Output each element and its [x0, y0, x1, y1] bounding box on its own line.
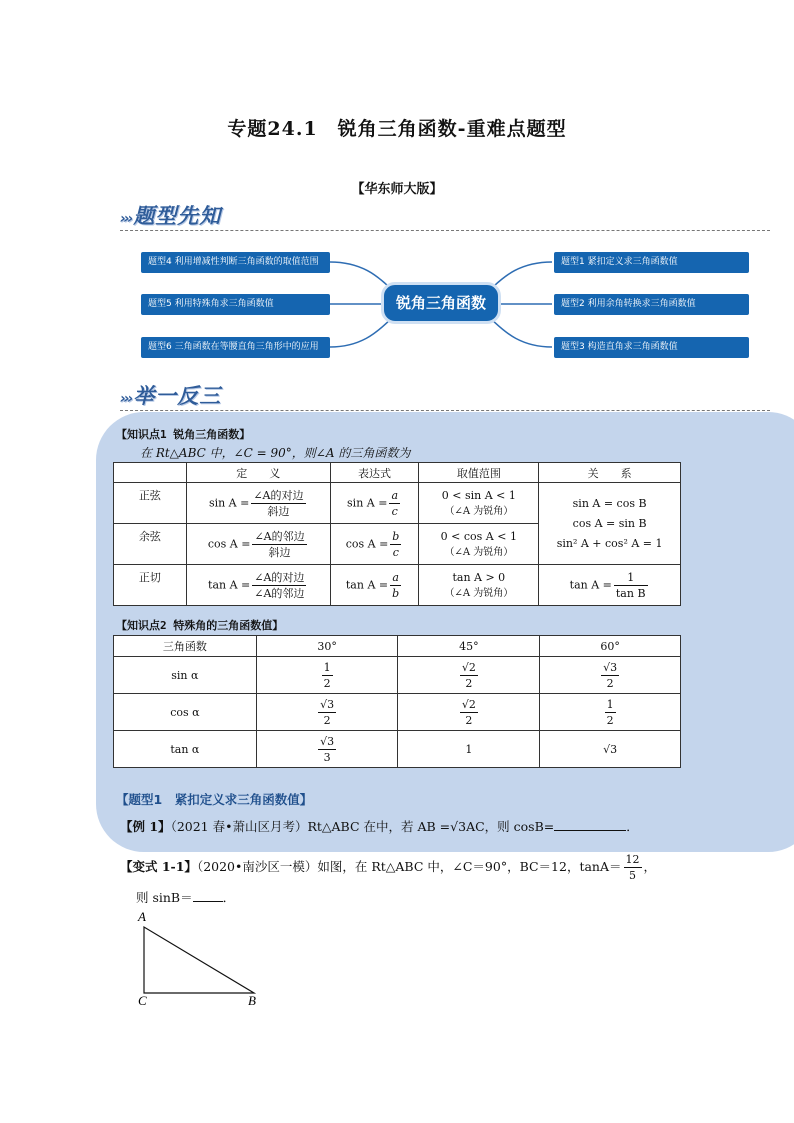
vertex-c-label: C: [138, 993, 147, 1008]
answer-blank: [193, 901, 223, 902]
kp1-expr-frac: [390, 529, 401, 560]
frac-num: ∠A的对边: [254, 570, 305, 584]
kp2-header-row: [114, 636, 681, 657]
frac-den: 2: [465, 676, 473, 690]
frac-num: √2: [461, 660, 476, 674]
kp1-range: tan A > 0: [452, 571, 506, 584]
frac-num: b: [392, 529, 400, 543]
kp2-heading: 【知识点2 特殊角的三角函数值】: [116, 619, 284, 632]
frac-den: 2: [606, 713, 614, 727]
kp2-row-tan: [114, 731, 681, 768]
mindmap-item-type3: 题型3 构造直角求三角函数值: [554, 337, 749, 358]
kp1-header-def: 定 义: [186, 463, 330, 483]
frac-den: 2: [606, 676, 614, 690]
kp1-note: （∠A 为锐角）: [444, 547, 514, 558]
kp1-relation: sin² A + cos² A = 1: [556, 536, 663, 550]
kp1-relation: cos A = sin B: [572, 516, 647, 530]
triangle-shape: [144, 927, 254, 993]
kp2-cell: 1: [398, 731, 540, 768]
type1-heading: 【题型1 紧扣定义求三角函数值】: [116, 792, 313, 807]
kp1-row-sin: [114, 483, 681, 524]
kp2-header: 30°: [256, 636, 398, 657]
frac-num: 1: [614, 570, 648, 586]
frac-den: 斜边: [268, 545, 291, 559]
frac-den: b: [392, 586, 400, 600]
mindmap-item-type2: 题型2 利用余角转换求三角函数值: [554, 294, 749, 315]
frac-num: 1: [606, 697, 614, 711]
frac-num: ∠A的对边: [253, 488, 304, 502]
example-end: ．: [626, 819, 639, 834]
variant-label: 【变式 1-1】: [120, 859, 197, 874]
variant-source: （2020•南沙区一模）: [196, 859, 318, 874]
kp1-header-expr: 表达式: [330, 463, 419, 483]
frac-num: a: [391, 488, 398, 502]
kp1-def-lhs: tan A =: [208, 578, 251, 591]
page-title: 专题24.1 锐角三角函数-重难点题型: [227, 118, 567, 140]
frac-num: 1: [323, 660, 331, 674]
vertex-b-label: B: [248, 993, 256, 1008]
kp1-range-cell: [419, 483, 539, 524]
kp1-range: 0 < sin A < 1: [441, 489, 516, 502]
kp1-expr-lhs: cos A =: [345, 537, 389, 550]
mindmap-center-node: 锐角三角函数: [381, 282, 501, 324]
mindmap-item-type4: 题型4 利用增减性判断三角函数的取值范围: [141, 252, 330, 273]
kp1-expr-cell: [330, 483, 419, 524]
banner-arrows-icon: ›››: [120, 211, 132, 227]
kp1-def-cell: [186, 524, 330, 565]
kp1-relations-cell: [539, 483, 681, 565]
kp2-table: [113, 635, 681, 768]
kp1-header-row: [114, 463, 681, 483]
kp1-tan-relation-cell: [539, 565, 681, 606]
example-label: 【例 1】: [120, 819, 171, 834]
example-source: （2021 春•萧山区月考）: [170, 819, 308, 834]
kp1-expr-cell: [330, 524, 419, 565]
kp2-row-label: sin α: [114, 657, 257, 694]
value-frac: [601, 660, 619, 691]
kp1-def-lhs: sin A =: [208, 496, 250, 509]
kp1-expr-lhs: tan A =: [345, 578, 389, 591]
kp1-header-blank: [114, 463, 187, 483]
variant-line2-text: 则 sinB＝: [136, 890, 193, 905]
value-frac: [318, 697, 336, 728]
frac-den: 5: [629, 869, 637, 882]
kp1-row-name: 余弦: [114, 524, 187, 565]
kp1-row-name: 正切: [114, 565, 187, 606]
kp1-def-cell: [186, 483, 330, 524]
banner-arrows-icon: ›››: [120, 391, 132, 407]
frac-num: √2: [461, 697, 476, 711]
kp1-table: [113, 462, 681, 606]
kp1-def-frac: [252, 570, 306, 601]
kp2-cell: [540, 657, 681, 694]
frac-num: √3: [603, 660, 618, 674]
kp1-expr-frac: [389, 488, 400, 519]
mindmap-item-type5: 题型5 利用特殊角求三角函数值: [141, 294, 330, 315]
vertex-a-label: A: [138, 909, 146, 924]
kp2-cell: [398, 657, 540, 694]
kp1-def-cell: [186, 565, 330, 606]
kp1-intro: 在 Rt△ABC 中，∠C = 90°，则∠A 的三角函数为: [140, 446, 411, 460]
kp1-expr-lhs: sin A =: [347, 496, 388, 509]
triangle-figure: [130, 905, 270, 1015]
example-text-a: Rt△ABC 在中，若 AB =: [307, 819, 451, 834]
kp1-relation: sin A = cos B: [572, 496, 647, 510]
edition-label: 【华东师大版】: [351, 182, 443, 197]
frac-den: ∠A的邻边: [254, 586, 305, 600]
kp1-tan-frac: [614, 570, 648, 601]
kp1-expr-frac: [390, 570, 401, 601]
frac-den: 2: [323, 676, 331, 690]
kp2-cell: [256, 657, 398, 694]
value-frac: [322, 660, 333, 691]
kp2-header: 45°: [398, 636, 540, 657]
value-frac: [605, 697, 616, 728]
frac-num: √3: [320, 734, 335, 748]
banner-preview-text: 题型先知: [133, 204, 222, 228]
kp1-range-cell: [419, 524, 539, 565]
kp1-note: （∠A 为锐角）: [444, 506, 514, 517]
kp2-row-cos: [114, 694, 681, 731]
kp2-cell: [256, 694, 398, 731]
kp2-header: 60°: [540, 636, 681, 657]
example-text-c: AC，则 cosB=: [466, 819, 555, 834]
kp1-def-frac: [252, 529, 306, 560]
value-frac: [318, 734, 336, 765]
mindmap-item-type6: 题型6 三角函数在等腰直角三角形中的应用: [141, 337, 330, 358]
divider: [120, 410, 770, 411]
kp2-cell: [256, 731, 398, 768]
kp1-header-range: 取值范围: [419, 463, 539, 483]
value-frac: [460, 697, 478, 728]
banner-examples: [120, 380, 221, 410]
kp2-header: 三角函数: [114, 636, 257, 657]
frac-num: a: [390, 570, 401, 586]
kp1-expr-cell: [330, 565, 419, 606]
kp1-range: 0 < cos A < 1: [440, 530, 517, 543]
frac-den: 2: [465, 713, 473, 727]
variant-end: ．: [222, 890, 236, 905]
variant-1-1: [120, 852, 656, 883]
frac-num: ∠A的邻边: [254, 529, 305, 543]
variant-line2: [136, 888, 235, 906]
variant-comma: ，: [643, 859, 657, 874]
kp1-note: （∠A 为锐角）: [444, 588, 514, 599]
frac-den: 2: [323, 713, 331, 727]
kp2-cell: [398, 694, 540, 731]
kp2-row-label: cos α: [114, 694, 257, 731]
frac-den: c: [392, 545, 399, 559]
frac-den: c: [391, 504, 398, 518]
kp1-heading: 【知识点1 锐角三角函数】: [116, 428, 251, 441]
variant-text: 如图，在 Rt△ABC 中，∠C＝90°，BC＝12，tanA＝: [317, 859, 622, 874]
kp2-row-label: tan α: [114, 731, 257, 768]
kp1-def-lhs: cos A =: [207, 537, 251, 550]
kp1-def-frac: [251, 488, 305, 519]
kp1-row-tan: [114, 565, 681, 606]
mindmap-item-type1: 题型1 紧扣定义求三角函数值: [554, 252, 749, 273]
tan-frac: [624, 852, 642, 883]
kp1-range-cell: [419, 565, 539, 606]
example-1: [120, 817, 639, 835]
kp2-row-sin: [114, 657, 681, 694]
answer-blank: [554, 830, 626, 831]
kp1-tan-lhs: tan A =: [569, 578, 612, 591]
example-sqrt: √3: [450, 819, 467, 834]
value-frac: [460, 660, 478, 691]
kp1-row-name: 正弦: [114, 483, 187, 524]
frac-den: 斜边: [267, 504, 290, 518]
kp1-header-relation: 关 系: [539, 463, 681, 483]
frac-num: 12: [625, 853, 640, 866]
frac-num: √3: [320, 697, 335, 711]
banner-examples-text: 举一反三: [133, 384, 222, 408]
frac-den: tan B: [615, 586, 646, 600]
frac-den: 3: [323, 750, 331, 764]
kp2-cell: √3: [540, 731, 681, 768]
kp2-cell: [540, 694, 681, 731]
